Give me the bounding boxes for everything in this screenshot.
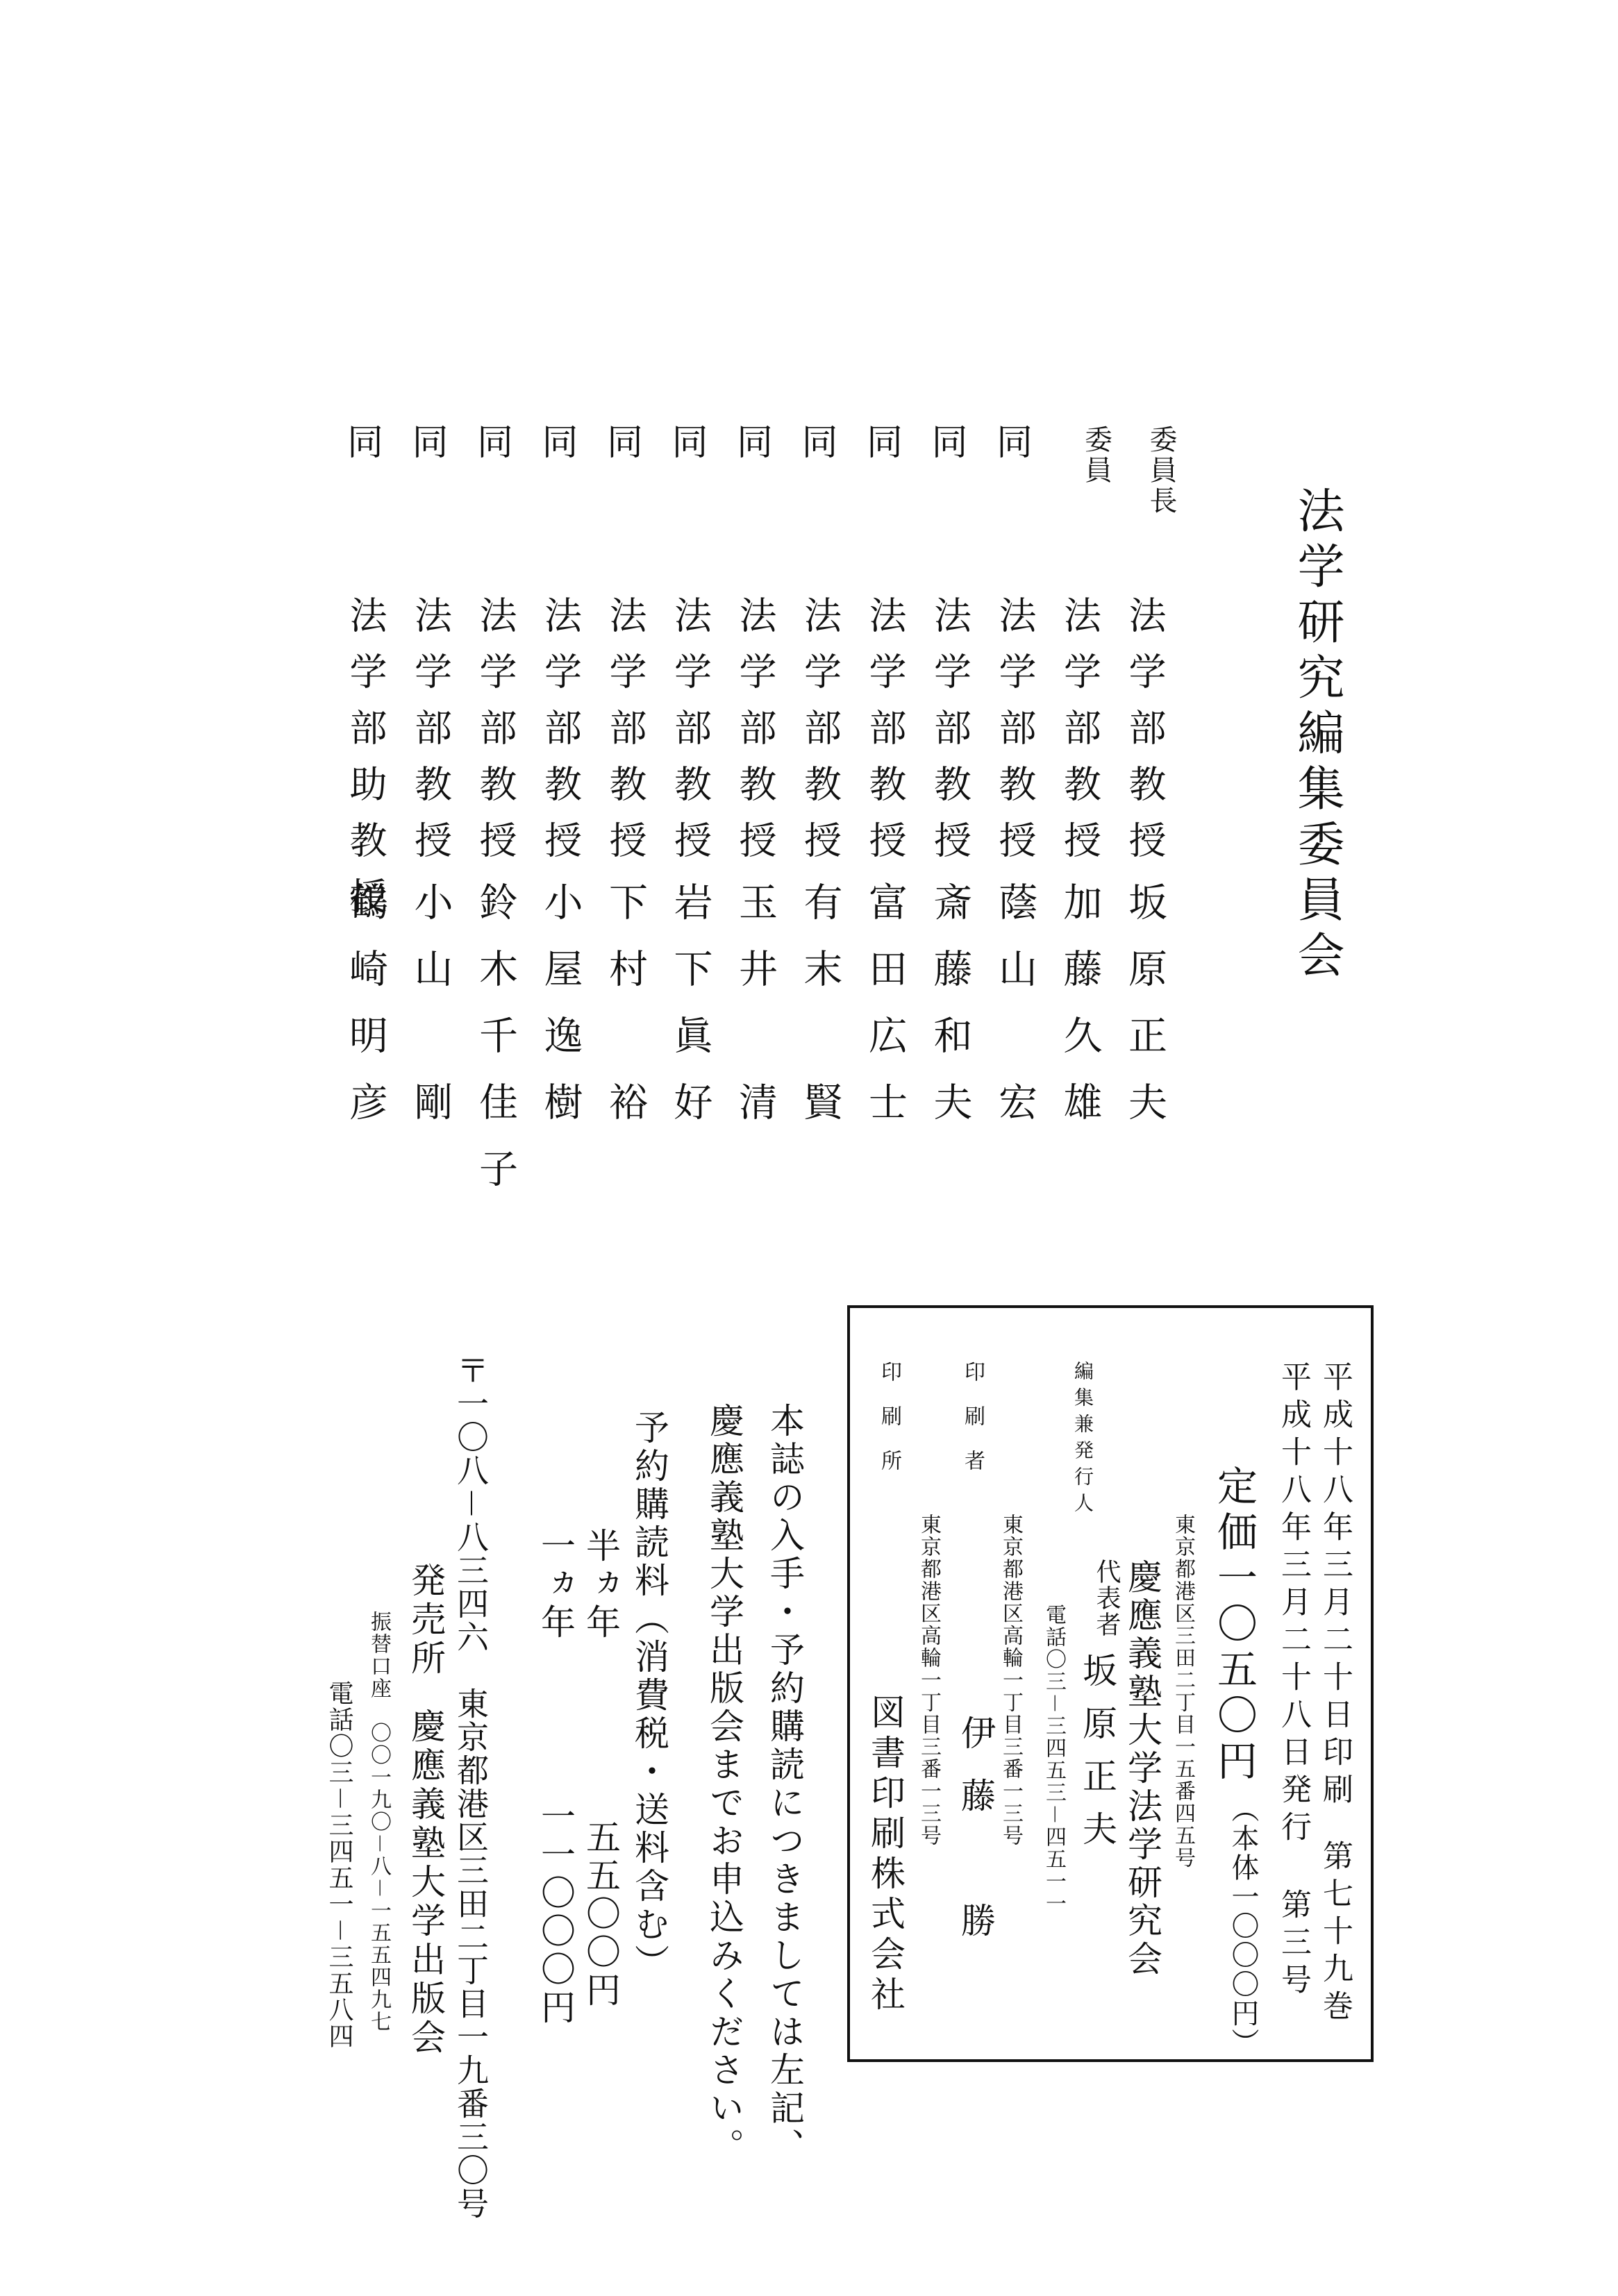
committee-role: 同 xyxy=(347,422,384,464)
distributor-address: 〒一〇八－八三四六 東京都港区三田二丁目一九番三〇号 xyxy=(452,1354,490,2220)
committee-name: 有末 賢 xyxy=(797,882,843,1148)
committee-name: 小屋逸樹 xyxy=(537,882,583,1148)
committee-rank: 法学部教授 xyxy=(474,596,517,877)
committee-role: 同 xyxy=(607,422,644,464)
committee-role: 同 xyxy=(996,422,1033,464)
committee-name: 玉井 清 xyxy=(733,882,778,1148)
committee-name: 加藤久雄 xyxy=(1057,882,1103,1148)
subscription-heading: 予約購読料（消費税・送料含む） xyxy=(629,1409,669,1982)
committee-name: 富田広士 xyxy=(862,882,908,1148)
committee-rank: 法学部教授 xyxy=(603,596,647,877)
printshop-address: 東京都港区高輪一丁目三番一三号 xyxy=(917,1514,941,1847)
committee-rank: 法学部教授 xyxy=(928,596,972,877)
committee-role: 同 xyxy=(801,422,838,464)
committee-role: 同 xyxy=(672,422,708,464)
distributor-phone: 電話〇三－三四五一－三五八四 xyxy=(325,1680,353,2050)
editor-address: 東京都港区三田二丁目一五番四五号 xyxy=(1171,1514,1195,1869)
distributor-label: 発売所 xyxy=(406,1562,446,1679)
one-year-price: 一一〇〇〇円 xyxy=(535,1798,576,2027)
committee-name: 坂原正夫 xyxy=(1122,882,1167,1148)
committee-name: 岩下眞好 xyxy=(667,882,713,1148)
printer-address: 東京都港区高輪一丁目三番一三号 xyxy=(999,1514,1023,1847)
committee-rank: 法学部教授 xyxy=(993,596,1037,877)
one-year-label: 一ヵ年 xyxy=(535,1527,576,1642)
committee-name: 小山 剛 xyxy=(408,882,453,1148)
colophon-volume: 第七十九巻 xyxy=(1317,1840,1353,2027)
printer-label: 印刷者 xyxy=(960,1361,985,1494)
committee-rank: 法学部教授 xyxy=(798,596,842,877)
printshop-name: 図書印刷株式会社 xyxy=(865,1694,906,2016)
committee-name: 鶴崎明彦 xyxy=(343,882,388,1148)
committee-role: 同 xyxy=(737,422,774,464)
distributor-furikae: 振替口座 〇〇一九〇－八－一五五四九七 xyxy=(367,1611,391,2033)
committee-name: 斎藤和夫 xyxy=(927,882,973,1148)
committee-rank: 法学部教授 xyxy=(538,596,583,877)
colophon-price-note: （本体一〇〇〇円） xyxy=(1227,1795,1259,2057)
committee-rank: 法学部助教授 xyxy=(344,596,387,933)
half-year-price: 五五〇〇円 xyxy=(581,1819,621,2010)
committee-role: 同 xyxy=(931,422,968,464)
colophon-price: 定価一〇五〇円 xyxy=(1210,1465,1258,1786)
committee-role: 委員長 xyxy=(1145,425,1177,517)
colophon-printed-date: 平成十八年三月二十日印刷 xyxy=(1317,1361,1353,1811)
committee-rank: 法学部教授 xyxy=(1123,596,1167,877)
notice-line-1: 本誌の入手・予約購読につきましては左記、 xyxy=(765,1402,805,2166)
printshop-label: 印刷所 xyxy=(877,1361,901,1494)
committee-rank: 法学部教授 xyxy=(668,596,712,877)
editor-org: 慶應義塾大学法学研究会 xyxy=(1122,1559,1162,1979)
committee-name: 下村 裕 xyxy=(603,882,648,1148)
representative-label: 代表者 xyxy=(1092,1559,1121,1638)
half-year-label: 半ヵ年 xyxy=(581,1527,621,1642)
editor-label: 編集兼発行人 xyxy=(1071,1361,1094,1519)
committee-title: 法学研究編集委員会 xyxy=(1290,486,1344,986)
committee-role: 同 xyxy=(412,422,449,464)
committee-role: 委員 xyxy=(1080,425,1112,486)
committee-name: 鈴木千佳子 xyxy=(473,882,518,1215)
committee-rank: 法学部教授 xyxy=(408,596,453,877)
committee-rank: 法学部教授 xyxy=(1058,596,1102,877)
colophon-issue: 第三号 xyxy=(1276,1888,1311,2001)
colophon-published-date: 平成十八年三月二十八日発行 xyxy=(1276,1361,1311,1848)
committee-rank: 法学部教授 xyxy=(863,596,907,877)
committee-role: 同 xyxy=(477,422,514,464)
committee-name: 蔭山 宏 xyxy=(992,882,1037,1148)
committee-role: 同 xyxy=(542,422,578,464)
distributor-name: 慶應義塾大学出版会 xyxy=(406,1708,446,2058)
printer-name: 伊藤 勝 xyxy=(956,1715,996,1965)
committee-rank: 法学部教授 xyxy=(733,596,777,877)
committee-role: 同 xyxy=(867,422,903,464)
notice-line-2: 慶應義塾大学出版会までお申込みください。 xyxy=(704,1402,744,2166)
editor-phone: 電話〇三－三四五三－四五一一 xyxy=(1042,1604,1066,1915)
representative-name: 坂原正夫 xyxy=(1077,1652,1117,1863)
